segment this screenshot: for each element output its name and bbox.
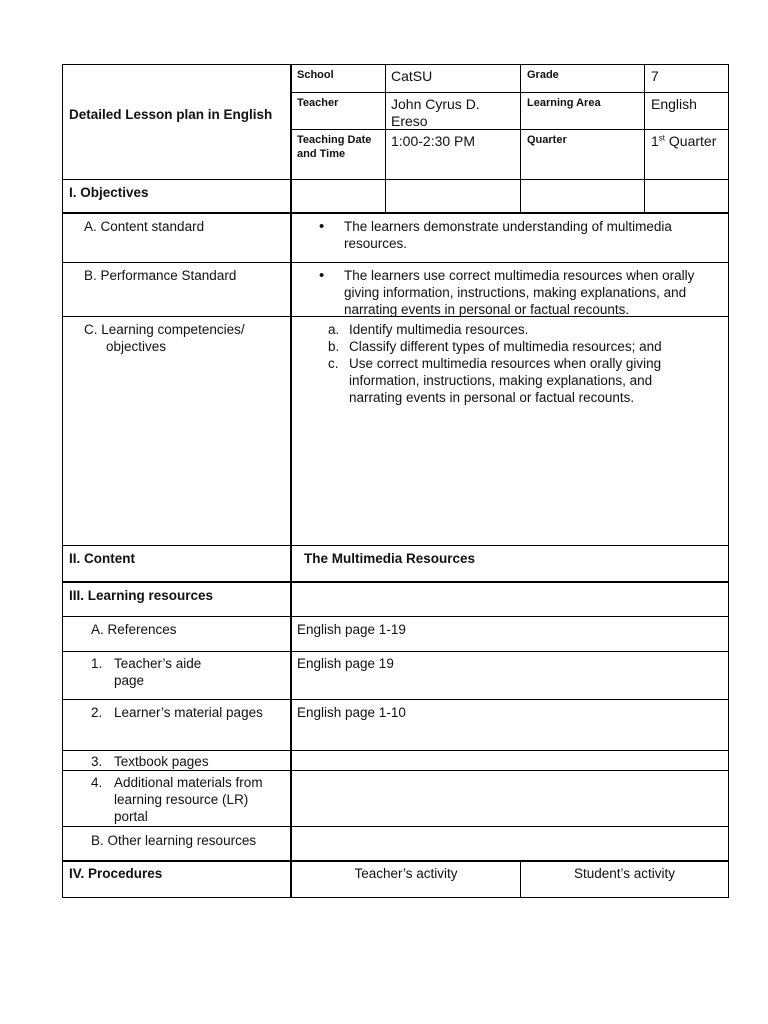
references-value: English page 1-19 xyxy=(297,622,406,637)
school-value: CatSU xyxy=(391,68,433,84)
column-divider-main xyxy=(290,64,292,898)
quarter-label: Quarter xyxy=(527,134,567,146)
resource-item-teachers-aide xyxy=(62,655,290,689)
procedures-heading: IV. Procedures xyxy=(69,866,163,881)
resource-item-number: 1. xyxy=(91,656,103,671)
column-divider-header-3 xyxy=(644,64,645,213)
learning-area-label: Learning Area xyxy=(527,97,601,109)
row-line xyxy=(62,545,729,546)
competency-item xyxy=(292,321,692,338)
school-label: School xyxy=(297,69,334,81)
row-line xyxy=(62,770,729,771)
performance-standard-bullet: • The learners use correct multimedia resources when orally giving information, instructions, making explanations, and narrating events in personal or factual recounts. xyxy=(292,267,717,318)
table-border-right xyxy=(728,64,729,898)
references-label: A. References xyxy=(91,622,177,637)
competency-marker: c. xyxy=(328,356,339,371)
competency-marker: a. xyxy=(328,322,340,337)
content-standard-label: A. Content standard xyxy=(84,219,205,234)
competency-text: Use correct multimedia resources when orally giving information, instructions, making explanations, and narrating events in personal or factual recounts. xyxy=(349,356,662,405)
row-line xyxy=(290,129,729,130)
row-line xyxy=(62,699,729,700)
row-line xyxy=(62,581,729,583)
row-line xyxy=(62,750,729,751)
resource-item-learners-material xyxy=(62,704,290,721)
grade-value: 7 xyxy=(651,68,659,84)
table-border-left xyxy=(62,64,63,898)
resource-item-number: 2. xyxy=(91,705,103,720)
row-line xyxy=(62,212,729,214)
row-line xyxy=(62,826,729,827)
row-line xyxy=(62,860,729,862)
column-divider-header-1 xyxy=(385,64,386,213)
column-divider-header-2 xyxy=(520,64,521,213)
row-line xyxy=(62,651,729,652)
competencies-label-text: C. Learning competencies/ objectives xyxy=(84,322,245,354)
grade-label: Grade xyxy=(527,69,559,81)
teaching-date-label: Teaching Date and Time xyxy=(297,134,372,160)
table-border-bottom xyxy=(62,897,729,898)
performance-standard-text xyxy=(292,267,717,318)
teacher-value: John Cyrus D. Ereso xyxy=(391,96,480,129)
teacher-label: Teacher xyxy=(297,97,339,109)
resource-item-label: Textbook pages xyxy=(114,754,209,769)
other-resources-label: B. Other learning resources xyxy=(91,833,257,848)
competency-text: Classify different types of multimedia resources; and xyxy=(349,339,662,354)
teaching-date-value: 1:00-2:30 PM xyxy=(391,133,476,149)
quarter-number: 1 xyxy=(651,133,659,149)
learning-area-value: English xyxy=(651,96,697,112)
performance-standard-label: B. Performance Standard xyxy=(84,268,237,283)
resource-item-label: Additional materials from learning resource (LR) portal xyxy=(114,775,263,824)
resource-item-label: Learner’s material pages xyxy=(114,705,263,720)
resource-item-additional xyxy=(62,774,290,825)
student-activity-header: Student’s activity xyxy=(573,866,676,881)
resource-item-label: Teacher’s aide page xyxy=(114,656,202,688)
resource-item-number: 3. xyxy=(91,754,103,769)
row-line xyxy=(290,92,729,93)
resource-item-number: 4. xyxy=(91,775,103,790)
resources-heading: III. Learning resources xyxy=(69,588,214,603)
competency-marker: b. xyxy=(328,339,340,354)
resource-item-textbook xyxy=(62,753,290,770)
teacher-activity-header: Teacher’s activity xyxy=(354,866,458,881)
competency-item xyxy=(292,338,692,355)
content-standard-bullet: • The learners demonstrate understanding of multimedia resources. xyxy=(292,218,700,252)
objectives-heading: I. Objectives xyxy=(69,185,149,200)
quarter-word: Quarter xyxy=(668,133,717,149)
resource-item-value: English page 1-10 xyxy=(297,705,406,720)
quarter-value xyxy=(651,133,716,150)
content-standard-text xyxy=(292,218,700,252)
quarter-ordinal: st xyxy=(658,133,666,143)
competencies-label xyxy=(84,321,264,355)
competencies-list xyxy=(292,321,692,406)
content-value: The Multimedia Resources xyxy=(304,551,476,566)
resource-item-value: English page 19 xyxy=(297,656,394,671)
row-line xyxy=(62,179,729,180)
content-heading: II. Content xyxy=(69,551,135,566)
competency-text: Identify multimedia resources. xyxy=(349,322,529,337)
lesson-plan-title: Detailed Lesson plan in English xyxy=(69,107,273,122)
table-border-top xyxy=(62,64,729,65)
row-line xyxy=(62,262,729,263)
row-line xyxy=(62,616,729,617)
competency-item xyxy=(292,355,692,406)
